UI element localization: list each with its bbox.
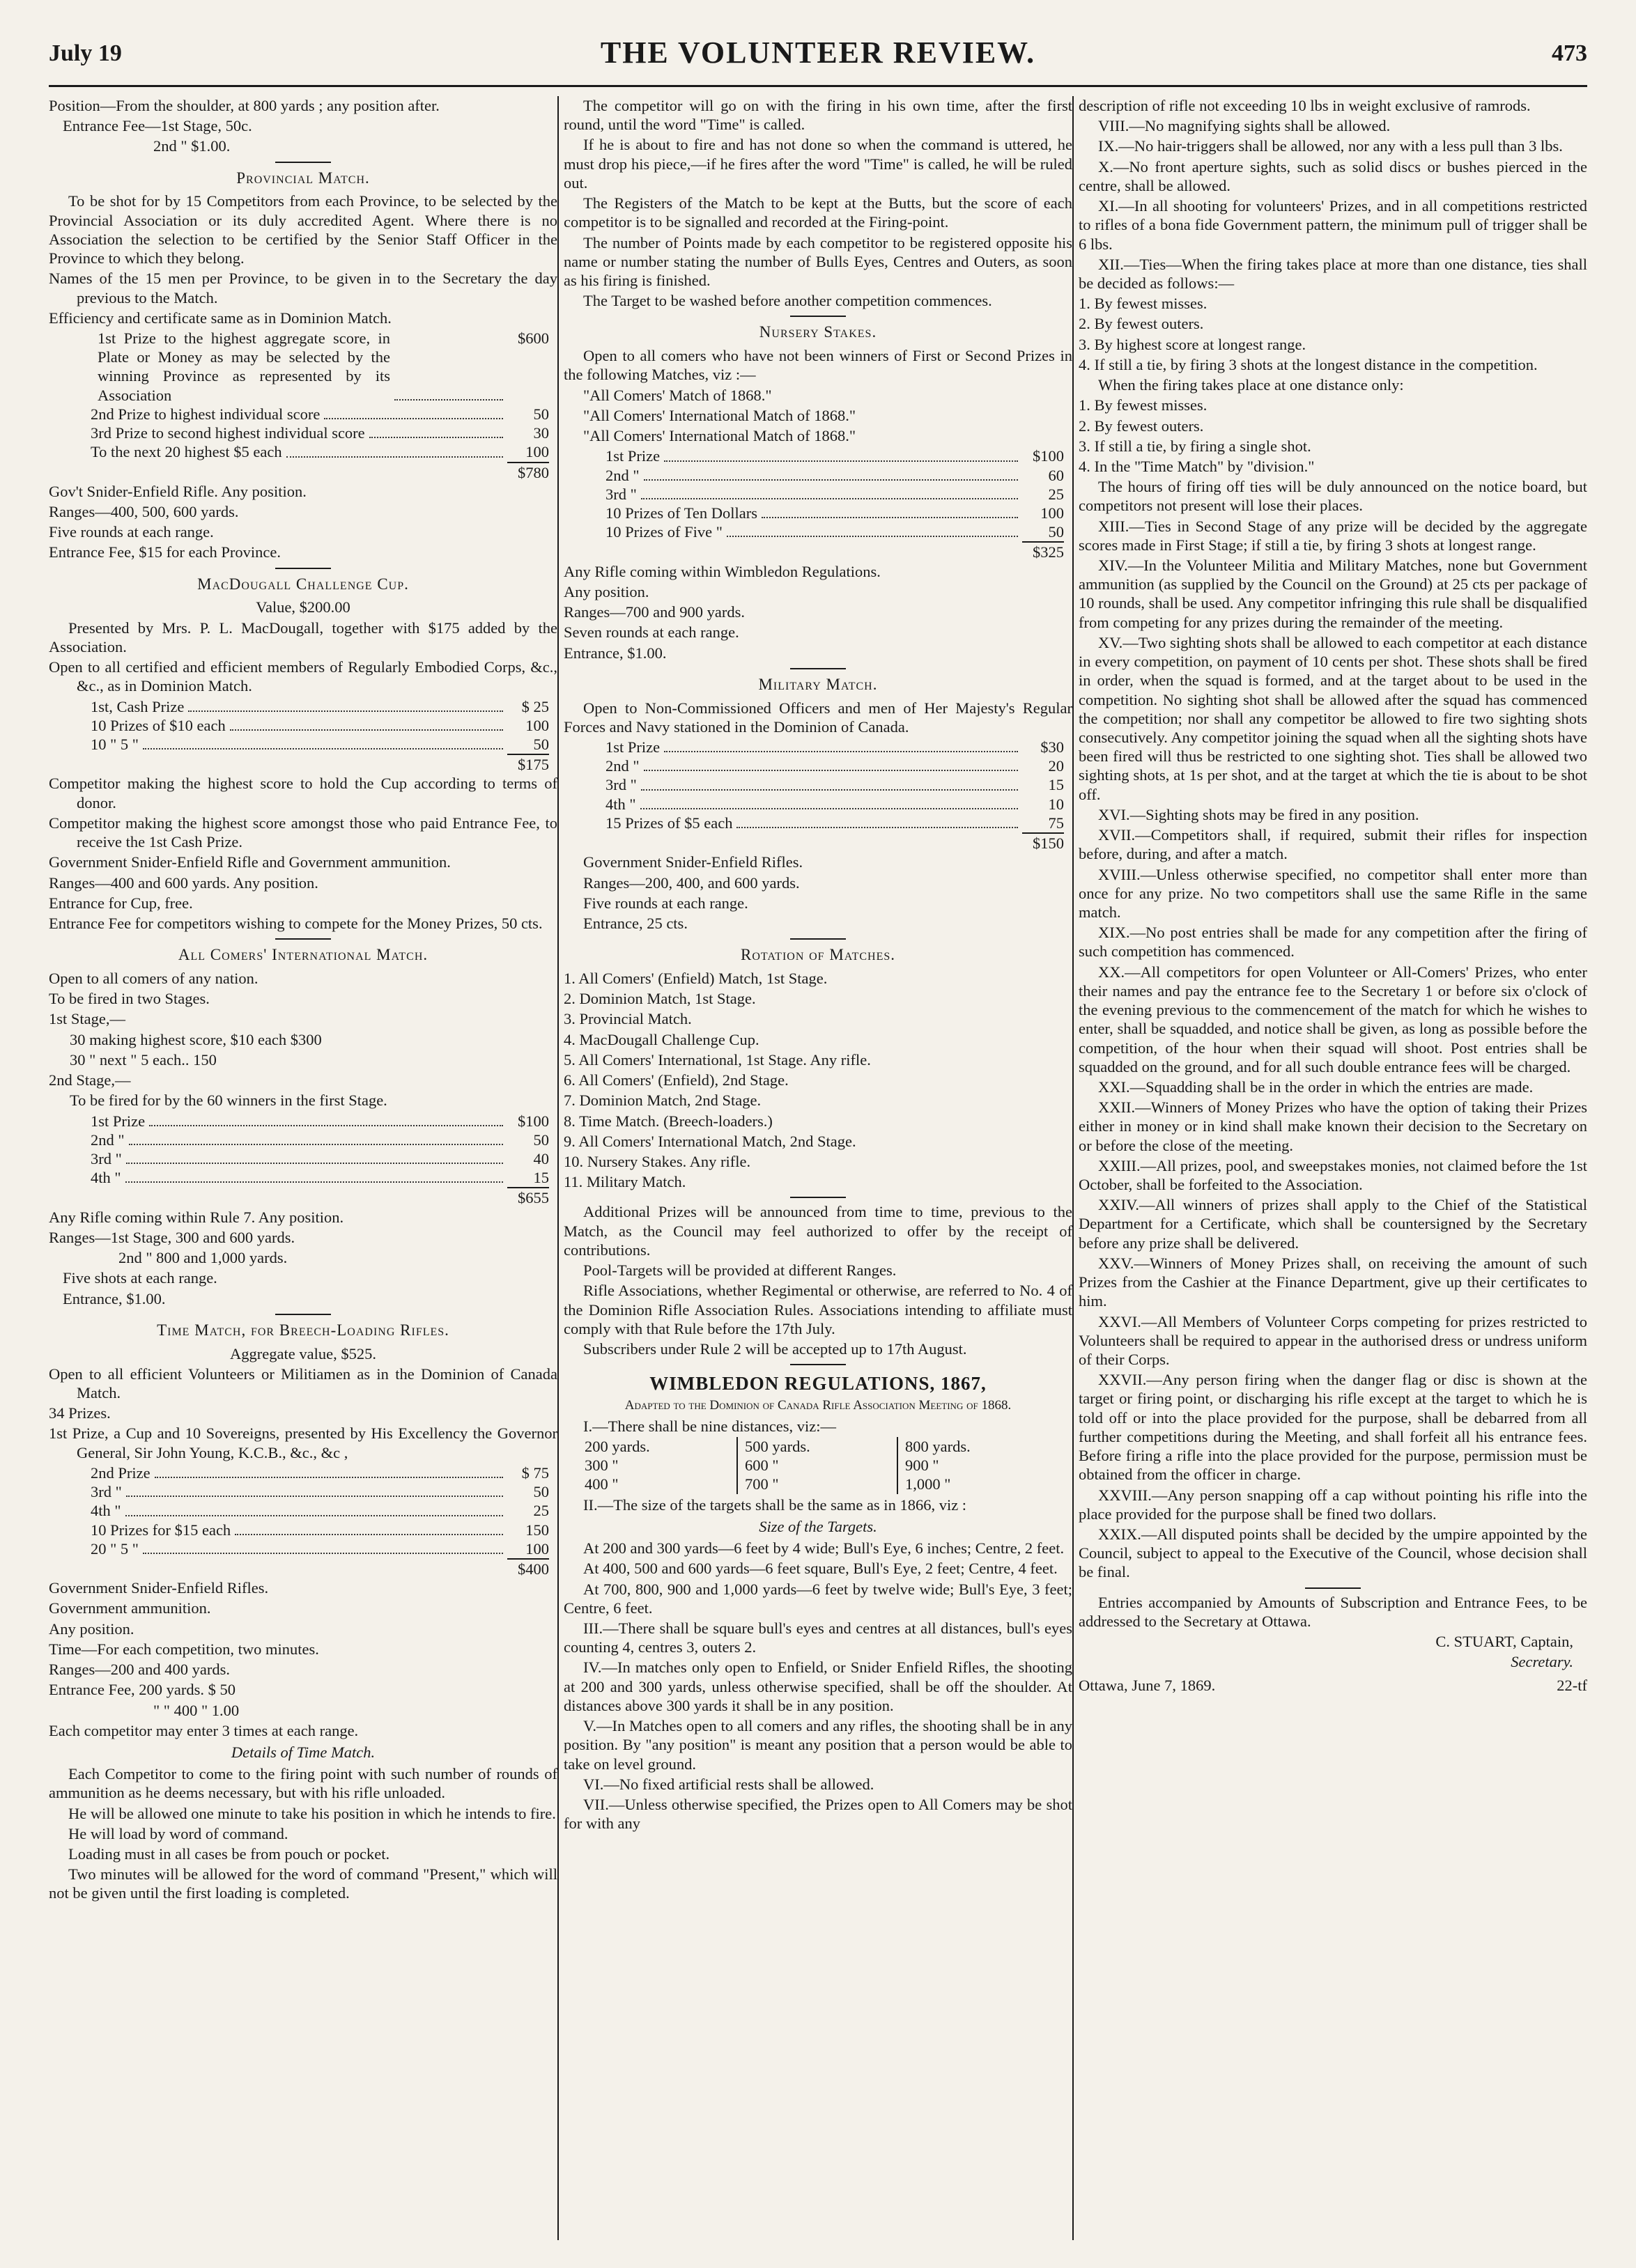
paragraph: The Registers of the Match to be kept at the Butts, but the score of each competitor is to be signalled and recorded at the Firing-point. (564, 194, 1072, 231)
list-item: 5. All Comers' International, 1st Stage. Any rifle. (564, 1050, 871, 1069)
prize-line (49, 1149, 557, 1168)
paragraph: Open to all efficient Volunteers or Militiamen as in the Dominion of Canada Match. (49, 1365, 557, 1401)
prize-label: 2nd Prize (91, 1463, 151, 1482)
paragraph: The competitor will go on with the firing in his own time, after the first round, until the word "Time" is called. (564, 97, 1072, 134)
prize-line (49, 1521, 557, 1539)
list-item: 1. By fewest misses. (1079, 295, 1207, 313)
paragraph: Two minutes will be allowed for the word of command "Present," which will not be given until the first loading is completed. (49, 1865, 557, 1902)
paragraph: He will be allowed one minute to take his position in which he intends to fire. (68, 1804, 556, 1822)
prize-line (49, 1112, 557, 1131)
prize-amount: 50 (533, 1483, 549, 1501)
list-item: 4. In the "Time Match" by "division." (1079, 457, 1315, 475)
paragraph: Seven rounds at each range. (564, 623, 739, 642)
paragraph: Any position. (564, 582, 649, 600)
dateline (1079, 1676, 1587, 1695)
prize-amount: 40 (533, 1149, 549, 1167)
prize-amount: 20 (1048, 757, 1064, 775)
table-cell: 600 " (745, 1457, 779, 1475)
paragraph: Ranges—400 and 600 yards. Any position. (49, 873, 318, 892)
paragraph: Competitor making the highest score amongst those who paid Entrance Fee, to receive the 1st Cash Prize. (49, 814, 557, 851)
paragraph: "All Comers' International Match of 1868." (583, 427, 856, 445)
prize-total: $400 (49, 1558, 557, 1578)
list-item: 1. All Comers' (Enfield) Match, 1st Stage. (564, 970, 828, 988)
section-heading: Rotation of Matches. (741, 946, 895, 964)
paragraph: The Target to be washed before another competition commences. (583, 292, 992, 310)
list-item: 9. All Comers' International Match, 2nd Stage. (564, 1132, 856, 1150)
paragraph: Ranges—400, 500, 600 yards. (49, 502, 239, 520)
prize-amount: $ 75 (521, 1463, 549, 1482)
paragraph: Open to all certified and efficient members of Regularly Embodied Corps, &c., &c., as in Dominion Match. (49, 658, 557, 695)
paragraph: At 400, 500 and 600 yards—6 feet square, Bull's Eye, 2 feet; Centre, 4 feet. (583, 1560, 1058, 1578)
subsection-heading: Size of the Targets. (759, 1517, 877, 1535)
paragraph: " " 400 " 1.00 (153, 1701, 240, 1719)
paragraph: Five rounds at each range. (49, 523, 214, 541)
paragraph: VII.—Unless otherwise specified, the Prizes open to All Comers may be shot for with any (564, 1795, 1072, 1833)
prize-label: 4th " (91, 1169, 121, 1187)
paragraph: Any Rifle coming within Wimbledon Regulations. (564, 562, 881, 580)
prize-line (49, 735, 557, 754)
prize-amount: $600 (518, 329, 549, 348)
table-cell: 300 " (585, 1457, 619, 1475)
table-cell: 800 yards. (905, 1438, 971, 1456)
divider (275, 568, 331, 569)
prize-line (49, 1131, 557, 1149)
prize-amount: 50 (533, 1131, 549, 1149)
paragraph: Ranges—200, 400, and 600 yards. (583, 873, 800, 892)
paragraph: Any position. (49, 1620, 134, 1638)
section-heading: All Comers' International Match. (178, 946, 429, 964)
paragraph: XVIII.—Unless otherwise specified, no competitor shall enter more than once for any prize. No two competitors shall use the same Rifle in the same match. (1079, 865, 1587, 921)
prize-label: 1st Prize (605, 447, 661, 465)
paragraph: Presented by Mrs. P. L. MacDougall, together with $175 added by the Association. (49, 619, 557, 655)
paragraph: Entrance, 25 cts. (583, 914, 688, 932)
divider (790, 1364, 846, 1365)
paragraph: He will load by word of command. (68, 1824, 288, 1842)
prize-label: 15 Prizes of $5 each (605, 814, 733, 832)
prize-amount: 25 (533, 1502, 549, 1520)
prize-amount: 60 (1048, 466, 1064, 484)
header-date: July 19 (49, 40, 122, 66)
prize-line (49, 1482, 557, 1501)
paragraph: Pool-Targets will be provided at different Ranges. (583, 1261, 897, 1280)
prize-amount: 30 (533, 424, 549, 442)
prize-total: $780 (49, 462, 557, 482)
prize-line (49, 697, 557, 716)
prize-line (564, 814, 1072, 832)
paragraph: Gov't Snider-Enfield Rifle. Any position. (49, 482, 307, 500)
page-number: 473 (1552, 40, 1587, 66)
paragraph: "All Comers' Match of 1868." (583, 386, 772, 404)
prize-amount: 15 (1048, 776, 1064, 794)
prize-label: 3rd Prize to second highest individual score (91, 424, 365, 442)
paragraph: XXIX.—All disputed points shall be decided by the umpire appointed by the Council, subject to appeal to the Executive of the Council, whose decision shall be final. (1079, 1525, 1587, 1581)
table-cell: 900 " (905, 1457, 939, 1475)
paragraph: XXV.—Winners of Money Prizes shall, on receiving the amount of such Prizes from the Cashier at the Finance Department, give up their certificates to him. (1079, 1254, 1587, 1310)
paragraph: If he is about to fire and has not done so when the command is uttered, he must drop his piece,—if he fires after the word "Time" is called, he will be ruled out. (564, 136, 1072, 192)
paragraph: V.—In Matches open to all comers and any rifles, the shooting shall be in any position. By "any position" is meant any position that a person would be able to take on level ground. (564, 1717, 1072, 1773)
paragraph: Open to Non-Commissioned Officers and men of Her Majesty's Regular Forces and Navy stationed in the Dominion of Canada. (564, 699, 1072, 736)
prize-amount: 150 (525, 1521, 549, 1539)
section-heading: Time Match, for Breech-Loading Rifles. (157, 1321, 449, 1339)
prize-line (564, 504, 1072, 522)
paragraph: 2nd " 800 and 1,000 yards. (118, 1249, 288, 1267)
paragraph: Entrance for Cup, free. (49, 894, 193, 912)
section-subheading: Adapted to the Dominion of Canada Rifle Association Meeting of 1868. (624, 1397, 1012, 1413)
list-item: 4. If still a tie, by firing 3 shots at the longest distance in the competition. (1079, 355, 1538, 373)
paragraph: XXVIII.—Any person snapping off a cap without pointing his rifle into the place provided for the purpose shall be fined two dollars. (1079, 1486, 1587, 1523)
table-cell: 700 " (745, 1475, 779, 1493)
paragraph: 2nd " $1.00. (153, 137, 231, 155)
paragraph: XI.—In all shooting for volunteers' Prizes, and in all competitions restricted to rifles of a bona fide Government pattern, the minimum pull of trigger shall be 6 lbs. (1079, 197, 1587, 253)
column-2 (564, 96, 1072, 2240)
paragraph: The hours of firing off ties will be duly announced on the notice board, but competitors not present will lose their places. (1079, 478, 1587, 515)
paragraph: Aggregate value, $525. (230, 1344, 376, 1362)
prize-label: 10 Prizes for $15 each (91, 1521, 231, 1539)
prize-amount: 15 (533, 1169, 549, 1187)
paragraph: Government ammunition. (49, 1599, 211, 1617)
paragraph: Government Snider-Enfield Rifles. (49, 1579, 269, 1597)
paragraph: Open to all comers of any nation. (49, 970, 258, 988)
paragraph: XXVI.—All Members of Volunteer Corps competing for prizes restricted to Volunteers shall be required to appear in the authorised dress or undress uniform of their Corps. (1079, 1312, 1587, 1368)
prize-line (49, 329, 557, 405)
paragraph: Entrance Fee—1st Stage, 50c. (63, 117, 252, 135)
prize-line (49, 1539, 557, 1558)
list-item: 3. By highest score at longest range. (1079, 335, 1306, 353)
paragraph: Entrance Fee, 200 yards. $ 50 (49, 1681, 236, 1699)
paragraph: XIX.—No post entries shall be made for any competition after the firing of such competition has commenced. (1079, 924, 1587, 961)
table-cell: 200 yards. (585, 1438, 650, 1456)
section-heading: MacDougall Challenge Cup. (197, 575, 409, 593)
paragraph: XXIV.—All winners of prizes shall apply to the Chief of the Statistical Department for a Certificate, which shall be countersigned by the Secretary before any prize shall be delivered. (1079, 1196, 1587, 1252)
paragraph: IX.—No hair-triggers shall be allowed, nor any with a less pull than 3 lbs. (1098, 137, 1563, 155)
paragraph: Competitor making the highest score to hold the Cup according to terms of donor. (49, 775, 557, 811)
paragraph: The number of Points made by each competitor to be registered opposite his name or number stating the number of Bulls Eyes, Centres and Outers, as soon as his firing is finished. (564, 233, 1072, 289)
paragraph: VI.—No fixed artificial rests shall be allowed. (583, 1775, 874, 1793)
prize-line (564, 466, 1072, 485)
prize-amount: 50 (533, 405, 549, 423)
publication-title: THE VOLUNTEER REVIEW. (600, 36, 1036, 70)
paragraph: II.—The size of the targets shall be the same as in 1866, viz : (583, 1496, 967, 1514)
prize-label: 1st Prize (605, 738, 661, 756)
prize-amount: $100 (518, 1112, 549, 1130)
prize-label: 1st Prize (91, 1112, 146, 1130)
dateline-date: Ottawa, June 7, 1869. (1079, 1676, 1216, 1694)
paragraph: Each Competitor to come to the firing point with such number of rounds of ammunition as he deems necessary, but with his rifle unloaded. (49, 1765, 557, 1802)
subsection-heading: Details of Time Match. (231, 1743, 376, 1761)
prize-line (564, 756, 1072, 775)
prize-total: $150 (564, 832, 1072, 853)
prize-label: 20 " 5 " (91, 1539, 139, 1558)
list-item: 8. Time Match. (Breech-loaders.) (564, 1112, 773, 1130)
divider (275, 1314, 331, 1315)
divider (790, 938, 846, 940)
prize-amount: $30 (1040, 738, 1064, 756)
prize-amount: 25 (1048, 485, 1064, 503)
prize-total: $325 (564, 541, 1072, 561)
paragraph: At 700, 800, 900 and 1,000 yards—6 feet by twelve wide; Bull's Eye, 3 feet; Centre, 6 feet. (564, 1580, 1072, 1617)
list-item: 11. Military Match. (564, 1173, 686, 1191)
prize-line (49, 1168, 557, 1187)
prize-label: 2nd " (91, 1131, 125, 1149)
paragraph: XX.—All competitors for open Volunteer or All-Comers' Prizes, who enter their names and pay the entrance fee to the Secretary 1 or before six o'clock of the evening previous to the commencement of the match for which he wishes to enter, shall be squadded, and notice shall be given, as long as possible before the competition, of the hour when their squad will shoot. Post entries shall be squadded on the ground, and for all such double entrance fees will be charged. (1079, 963, 1587, 1075)
prize-label: 3rd " (91, 1149, 122, 1167)
list-item: 3. Provincial Match. (564, 1010, 692, 1028)
paragraph: Entrance Fee for competitors wishing to compete for the Money Prizes, 50 cts. (49, 914, 543, 932)
paragraph: XV.—Two sighting shots shall be allowed to each competitor at each distance in every competition, on payment of 10 cents per shot. These shots shall be fired in order, when the squad is formed, and at the target about to be used in the competition. No sighting shot shall be allowed after the squad has commenced the competition; nor shall any competitor be allowed to fire two sighting shots consecutively. Any competitor joining the squad when all the sighting shots have been fired will thus be restricted to one sighting shot. Ties shall be allowed two sighting shots, at 1s per shot, and at the target at which the tie is about to be shot off. (1079, 633, 1587, 803)
paragraph: X.—No front aperture sights, such as solid discs or bushes pierced in the centre, shall be allowed. (1079, 157, 1587, 194)
column-rule (1072, 96, 1074, 2240)
table-cell: 500 yards. (745, 1438, 810, 1456)
paragraph: 34 Prizes. (49, 1404, 111, 1422)
prize-label: To the next 20 highest $5 each (91, 443, 282, 461)
list-item: 3. If still a tie, by firing a single shot. (1079, 437, 1311, 455)
paragraph: XXI.—Squadding shall be in the order in which the entries are made. (1098, 1078, 1534, 1096)
list-item: 2. By fewest outers. (1079, 417, 1204, 435)
list-item: 1. By fewest misses. (1079, 396, 1207, 414)
prize-label: 10 " 5 " (91, 736, 139, 753)
section-heading: Provincial Match. (236, 169, 370, 187)
signature-title: Secretary. (1511, 1653, 1573, 1671)
section-heading: Military Match. (758, 675, 878, 693)
prize-amount: 75 (1048, 814, 1064, 832)
paragraph: XXII.—Winners of Money Prizes who have the option of taking their Prizes either in money or in kind shall make known their decision to the Secretary on or before the close of the meeting. (1079, 1098, 1587, 1154)
prize-label: 10 Prizes of Five " (605, 523, 723, 541)
paragraph: 30 making highest score, $10 each $300 (70, 1030, 322, 1048)
prize-amount: 50 (533, 736, 549, 753)
prize-total: $175 (49, 754, 557, 774)
prize-line (564, 485, 1072, 504)
table-cell: 1,000 " (905, 1475, 951, 1493)
paragraph: Entries accompanied by Amounts of Subscription and Entrance Fees, to be addressed to the Secretary at Ottawa. (1079, 1593, 1587, 1630)
paragraph: Subscribers under Rule 2 will be accepted up to 17th August. (583, 1339, 967, 1358)
paragraph: Entrance, $1.00. (564, 644, 667, 662)
divider (275, 938, 331, 940)
paragraph: Five shots at each range. (63, 1269, 217, 1287)
page-header (49, 26, 1587, 82)
paragraph: At 200 and 300 yards—6 feet by 4 wide; Bull's Eye, 6 inches; Centre, 2 feet. (583, 1539, 1065, 1558)
prize-label: 1st Prize to the highest aggregate score, in Plate or Money as may be selected by the winning Province as represented by its Association (98, 329, 390, 404)
list-item: 6. All Comers' (Enfield), 2nd Stage. (564, 1071, 789, 1089)
divider (790, 316, 846, 317)
paragraph: Rifle Associations, whether Regimental or otherwise, are referred to No. 4 of the Dominion Rifle Association Rules. Associations intending to affiliate must comply with that Rule before the 17th July. (564, 1282, 1072, 1337)
prize-label: 2nd " (605, 466, 640, 484)
prize-amount: 100 (525, 443, 549, 461)
paragraph: Ranges—1st Stage, 300 and 600 yards. (49, 1228, 295, 1246)
paragraph: Ranges—200 and 400 yards. (49, 1661, 230, 1679)
prize-amount: 10 (1048, 795, 1064, 813)
paragraph: Five rounds at each range. (583, 894, 748, 912)
paragraph: When the firing takes place at one distance only: (1098, 376, 1404, 394)
divider (1305, 1587, 1361, 1589)
paragraph: To be fired for by the 60 winners in the first Stage. (70, 1092, 387, 1110)
paragraph: 2nd Stage,— (49, 1071, 131, 1089)
prize-total: $655 (49, 1187, 557, 1207)
prize-amount: 100 (525, 716, 549, 734)
prize-line (49, 1463, 557, 1482)
prize-line (49, 442, 557, 461)
paragraph: description of rifle not exceeding 10 lbs in weight exclusive of ramrods. (1079, 97, 1531, 114)
paragraph: XXIII.—All prizes, pool, and sweepstakes monies, not claimed before the 1st October, shall be forfeited to the Association. (1079, 1156, 1587, 1194)
paragraph: Value, $200.00 (256, 598, 350, 616)
prize-line (564, 775, 1072, 794)
column-rule (557, 96, 559, 2240)
signature: C. STUART, Captain, (1435, 1633, 1573, 1651)
prize-label: 1st, Cash Prize (91, 697, 185, 715)
paragraph: Additional Prizes will be announced from time to time, previous to the Match, as the Council may feel authorized to offer by the receipt of contributions. (564, 1203, 1072, 1259)
paragraph: Loading must in all cases be from pouch or pocket. (68, 1845, 390, 1863)
paragraph: "All Comers' International Match of 1868." (583, 406, 856, 424)
prize-label: 10 Prizes of $10 each (91, 716, 226, 734)
paragraph: XIII.—Ties in Second Stage of any prize will be decided by the aggregate scores made in First Stage; if still a tie, by firing 3 shots at longest range. (1079, 517, 1587, 554)
prize-amount: $ 25 (521, 697, 549, 715)
prize-line (564, 738, 1072, 756)
paragraph: To be shot for by 15 Competitors from each Province, to be selected by the Provincial Association or its duly accredited Agent. Where there is no Association the selection to be certified by the Senior Staff Officer in the Province to which they belong. (49, 192, 557, 267)
paragraph: Government Snider-Enfield Rifles. (583, 853, 803, 871)
paragraph: Time—For each competition, two minutes. (49, 1640, 319, 1658)
paragraph: 1st Stage,— (49, 1010, 125, 1028)
section-heading: Nursery Stakes. (759, 323, 877, 341)
divider (790, 1197, 846, 1198)
prize-label: 4th " (605, 795, 636, 813)
prize-line (49, 405, 557, 424)
distance-table (578, 1437, 1058, 1494)
prize-line (49, 716, 557, 735)
prize-line (49, 424, 557, 442)
prize-label: 3rd " (91, 1483, 122, 1501)
header-rule (49, 85, 1587, 87)
prize-label: 2nd " (605, 757, 640, 775)
paragraph: Efficiency and certificate same as in Dominion Match. (49, 309, 392, 327)
paragraph: Entrance Fee, $15 for each Province. (49, 543, 281, 561)
paragraph: Names of the 15 men per Province, to be given in to the Secretary the day previous to the Match. (49, 270, 557, 306)
paragraph: IV.—In matches only open to Enfield, or Snider Enfield Rifles, the shooting at 200 and 300 yards, unless otherwise specified, shall be off the shoulder. At distances above 300 yards it shall be in any position. (564, 1659, 1072, 1714)
paragraph: Any Rifle coming within Rule 7. Any position. (49, 1208, 344, 1226)
paragraph: XII.—Ties—When the firing takes place at more than one distance, ties shall be decided as follows:— (1079, 255, 1587, 292)
paragraph: Entrance, $1.00. (63, 1289, 166, 1307)
list-item: 2. Dominion Match, 1st Stage. (564, 990, 756, 1008)
paragraph: Open to all comers who have not been winners of First or Second Prizes in the following Matches, viz :— (564, 347, 1072, 384)
paragraph: XVII.—Competitors shall, if required, submit their rifles for inspection before, during, and after a match. (1079, 826, 1587, 863)
prize-label: 4th " (91, 1502, 121, 1520)
list-item: 7. Dominion Match, 2nd Stage. (564, 1092, 762, 1110)
prize-label: 3rd " (605, 485, 637, 503)
paragraph: Government Snider-Enfield Rifle and Government ammunition. (49, 853, 451, 871)
paragraph: XXVII.—Any person firing when the danger flag or disc is shown at the target or firing point, or discharging his rifle except at the target to which he is told off or into the place provided for the purpose, shall be debarred from all further competitions during the Meeting, and shall forfeit all his entrance fees. Before firing a rifle into the place provided for the purpose, permission must be obtained from the officer in charge. (1079, 1371, 1587, 1484)
list-item: 4. MacDougall Challenge Cup. (564, 1030, 759, 1048)
paragraph: Each competitor may enter 3 times at each range. (49, 1721, 359, 1739)
prize-label: 3rd " (605, 776, 637, 794)
column-1 (49, 96, 557, 2240)
prize-label: 2nd Prize to highest individual score (91, 405, 321, 423)
section-heading: WIMBLEDON REGULATIONS, 1867, (649, 1373, 987, 1395)
prize-line (564, 446, 1072, 465)
rotation-list (564, 969, 1072, 1191)
prize-amount: $100 (1033, 447, 1064, 465)
divider (275, 162, 331, 163)
prize-line (564, 795, 1072, 814)
paragraph: I.—There shall be nine distances, viz:— (583, 1417, 837, 1435)
paragraph: 30 " next " 5 each.. 150 (70, 1050, 217, 1069)
paragraph: XIV.—In the Volunteer Militia and Military Matches, none but Government ammunition (as supplied by the Council on the Ground) at 25 cts per package of 10 rounds, shall be used. Any competitor infringing this rule shall be disqualified from competing for any prizes during the remainder of the meeting. (1079, 557, 1587, 631)
prize-line (564, 522, 1072, 541)
paragraph: III.—There shall be square bull's eyes and centres at all distances, bull's eyes counting 4, centres 3, outers 2. (564, 1620, 1072, 1656)
paragraph: Ranges—700 and 900 yards. (564, 603, 745, 621)
list-item: 2. By fewest outers. (1079, 315, 1204, 333)
table-cell: 400 " (585, 1475, 619, 1493)
paragraph: XVI.—Sighting shots may be fired in any position. (1098, 805, 1419, 823)
paragraph: 1st Prize, a Cup and 10 Sovereigns, presented by His Excellency the Governor General, Sir John Young, K.C.B., &c., &c , (49, 1424, 557, 1461)
divider (790, 668, 846, 669)
prize-label: 10 Prizes of Ten Dollars (605, 504, 757, 522)
paragraph: Position—From the shoulder, at 800 yards ; any position after. (49, 97, 440, 114)
list-item: 10. Nursery Stakes. Any rifle. (564, 1152, 751, 1170)
paragraph: VIII.—No magnifying sights shall be allowed. (1098, 117, 1391, 135)
prize-line (49, 1501, 557, 1520)
prize-amount: 100 (1040, 504, 1064, 522)
insertion-code: 22-tf (1557, 1676, 1587, 1694)
prize-amount: 50 (1048, 523, 1064, 541)
prize-amount: 100 (525, 1539, 549, 1558)
paragraph: To be fired in two Stages. (49, 990, 210, 1008)
column-3 (1079, 96, 1587, 2240)
